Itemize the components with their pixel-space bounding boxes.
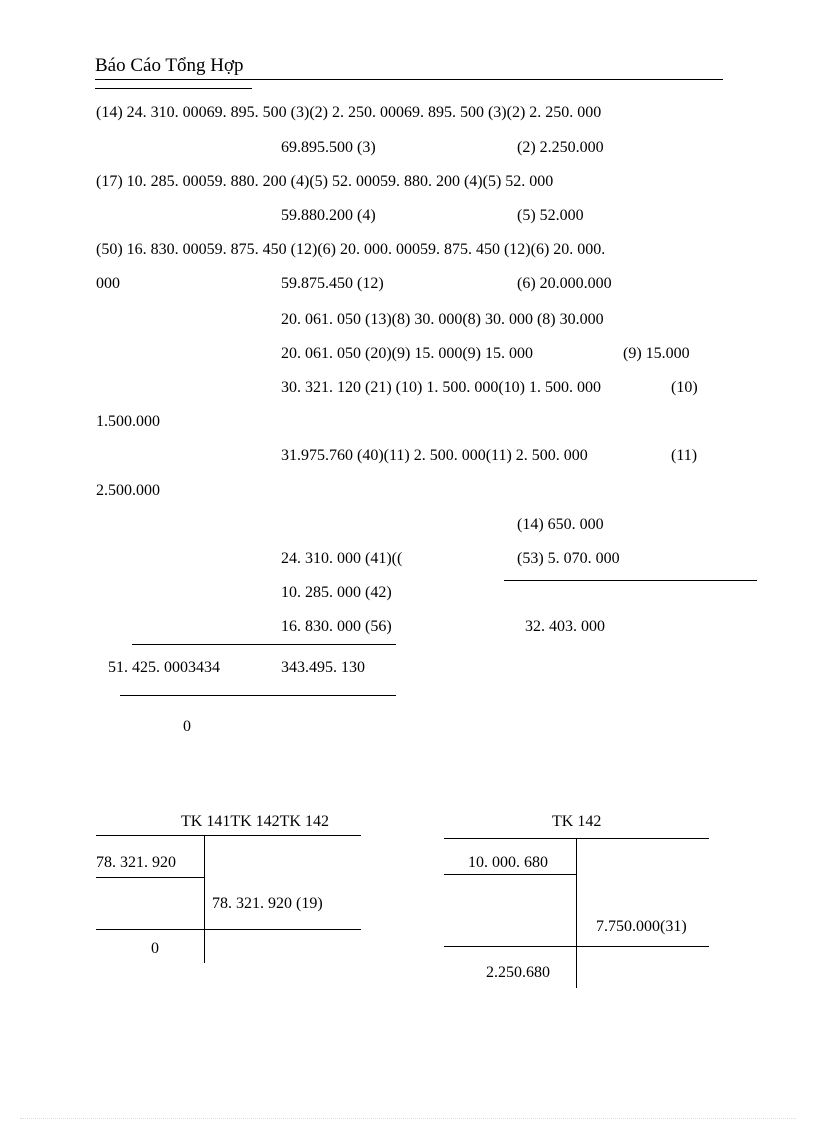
ledger-total: 32. 403. 000 — [525, 618, 605, 635]
t-account-debit-rule — [96, 877, 204, 878]
page-title: Báo Cáo Tổng Hợp — [95, 55, 244, 76]
t-account-debit: 10. 000. 680 — [468, 854, 548, 871]
ledger-line: (5) 52.000 — [517, 207, 584, 224]
ledger-line: 1.500.000 — [96, 413, 160, 430]
t-account-debit: 78. 321. 920 — [96, 854, 176, 871]
header-short-rule — [95, 88, 252, 89]
ledger-line: 20. 061. 050 (20)(9) 15. 000(9) 15. 000 — [281, 345, 533, 362]
header-rule — [95, 79, 723, 80]
t-account-divider — [204, 835, 205, 963]
ledger-line: 30. 321. 120 (21) (10) 1. 500. 000(10) 1. 500. 000 — [281, 379, 601, 396]
t-account-balance: 0 — [151, 940, 159, 957]
ledger-line: (9) 15.000 — [623, 345, 690, 362]
t-account-title: TK 141TK 142TK 142 — [181, 813, 329, 830]
ledger-line: (53) 5. 070. 000 — [517, 550, 620, 567]
ledger-line: (17) 10. 285. 00059. 880. 200 (4)(5) 52. 00059. 880. 200 (4)(5) 52. 000 — [96, 173, 554, 190]
total-rule — [504, 580, 757, 581]
ledger-line: 24. 310. 000 (41)(( — [281, 550, 403, 567]
t-account-balance: 2.250.680 — [486, 964, 550, 981]
t-account-top-rule — [96, 835, 361, 836]
t-account-bottom-rule — [444, 946, 709, 947]
ledger-line: 69.895.500 (3) — [281, 139, 376, 156]
ledger-line: (6) 20.000.000 — [517, 275, 612, 292]
ledger-line: (11) — [671, 447, 698, 464]
t-account-title: TK 142 — [552, 813, 602, 830]
total-rule — [120, 695, 396, 696]
ledger-line: 20. 061. 050 (13)(8) 30. 000(8) 30. 000 (8) 30.000 — [281, 311, 604, 328]
ledger-line: (2) 2.250.000 — [517, 139, 604, 156]
ledger-line: 10. 285. 000 (42) — [281, 584, 392, 601]
t-account-bottom-rule — [96, 929, 361, 930]
t-account-credit: 78. 321. 920 (19) — [212, 895, 323, 912]
ledger-line: (50) 16. 830. 00059. 875. 450 (12)(6) 20. 000. 00059. 875. 450 (12)(6) 20. 000. — [96, 241, 606, 258]
t-account-credit: 7.750.000(31) — [596, 918, 687, 935]
ledger-line: (14) 650. 000 — [517, 516, 604, 533]
t-account-debit-rule — [444, 874, 576, 875]
ledger-line: 000 — [96, 275, 120, 292]
page-bottom-edge — [20, 1118, 796, 1119]
ledger-total: 343.495. 130 — [281, 659, 365, 676]
t-account-divider — [576, 838, 577, 988]
ledger-line: 31.975.760 (40)(11) 2. 500. 000(11) 2. 500. 000 — [281, 447, 588, 464]
ledger-line: 59.875.450 (12) — [281, 275, 384, 292]
ledger-line: (14) 24. 310. 00069. 895. 500 (3)(2) 2. 250. 00069. 895. 500 (3)(2) 2. 250. 000 — [96, 104, 602, 121]
ledger-line: 2.500.000 — [96, 482, 160, 499]
ledger-line: 16. 830. 000 (56) — [281, 618, 392, 635]
ledger-total: 51. 425. 0003434 — [108, 659, 220, 676]
ledger-balance: 0 — [183, 718, 191, 735]
ledger-line: 59.880.200 (4) — [281, 207, 376, 224]
ledger-line: (10) — [671, 379, 698, 396]
total-rule — [132, 644, 396, 645]
